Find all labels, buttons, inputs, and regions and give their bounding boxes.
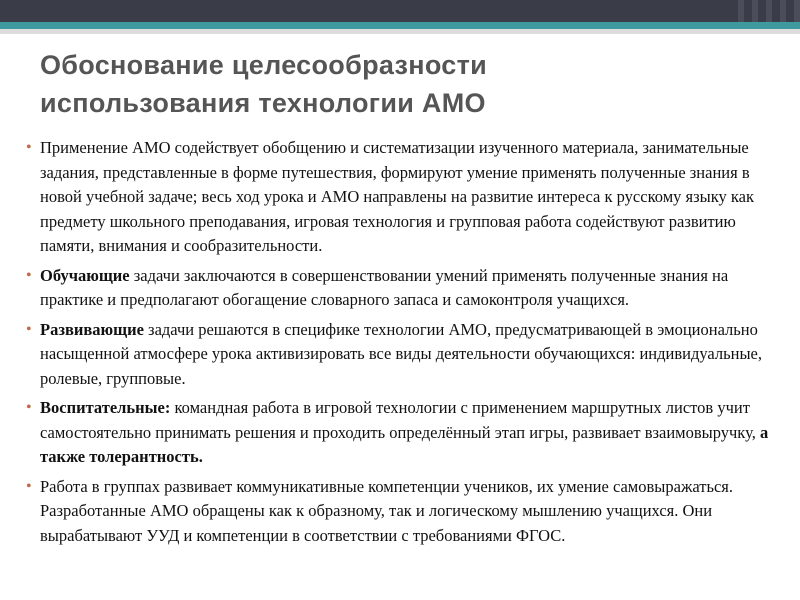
bullet-item: [26, 318, 778, 392]
title-line-2: использования технологии АМО: [40, 88, 486, 118]
bullet-lead: Обучающие: [40, 265, 130, 285]
top-bar: [0, 0, 800, 22]
bullet-text: командная работа в игровой технологии с применением маршрутных листов учит самостоятельно принимать решения и проходить определённый этап игры, развивает взаимовыручку,: [40, 398, 760, 442]
bullet-lead: Развивающие: [40, 319, 144, 339]
bullet-text: Применение АМО содействует обобщению и систематизации изученного материала, занимательные задания, представленные в форме путешествия, формируют умение применять полученные знания в новой учебной задаче; весь ход урока и АМО направлены на развитие интереса к русскому языку как предмету школьного преподавания, игровая технология и групповая работа содействуют развитию памяти, внимания и сообразительности.: [40, 138, 754, 255]
bullet-item: [26, 475, 778, 549]
divider: [0, 29, 800, 34]
accent-bar: [0, 22, 800, 29]
slide-title: [40, 46, 780, 122]
bullet-list: [26, 136, 778, 553]
bullet-item: [26, 136, 778, 259]
decorative-stripes: [720, 0, 800, 34]
bullet-lead: Воспитательные:: [40, 398, 171, 417]
bullet-item: [26, 396, 778, 470]
bullet-tail: а также толерантность.: [40, 422, 769, 466]
bullet-text: задачи решаются в специфике технологии АМО, предусматривающей в эмоционально насыщенной атмосфере урока активизировать все виды деятельности обучающихся: индивидуальные, ролевые, групповые.: [40, 319, 762, 388]
title-line-1: Обоснование целесообразности: [40, 50, 488, 80]
bullet-dot-icon: •: [26, 399, 32, 416]
bullet-item: [26, 264, 778, 313]
bullet-dot-icon: •: [26, 139, 32, 156]
bullet-dot-icon: •: [26, 477, 32, 495]
bullet-text: задачи заключаются в совершенствовании умений применять полученные знания на практике и предполагают обогащение словарного запаса и самоконтроля учащихся.: [40, 265, 729, 309]
bullet-text: Работа в группах развивает коммуникативные компетенции учеников, их умение самовыражаться. Разработанные АМО обращены как к образному, так и логическому мышлению учащихся. Они вырабатывают УУД и компетенции в соответствии с требованиями ФГОС.: [40, 476, 734, 545]
bullet-dot-icon: •: [26, 266, 32, 284]
bullet-dot-icon: •: [26, 320, 32, 338]
